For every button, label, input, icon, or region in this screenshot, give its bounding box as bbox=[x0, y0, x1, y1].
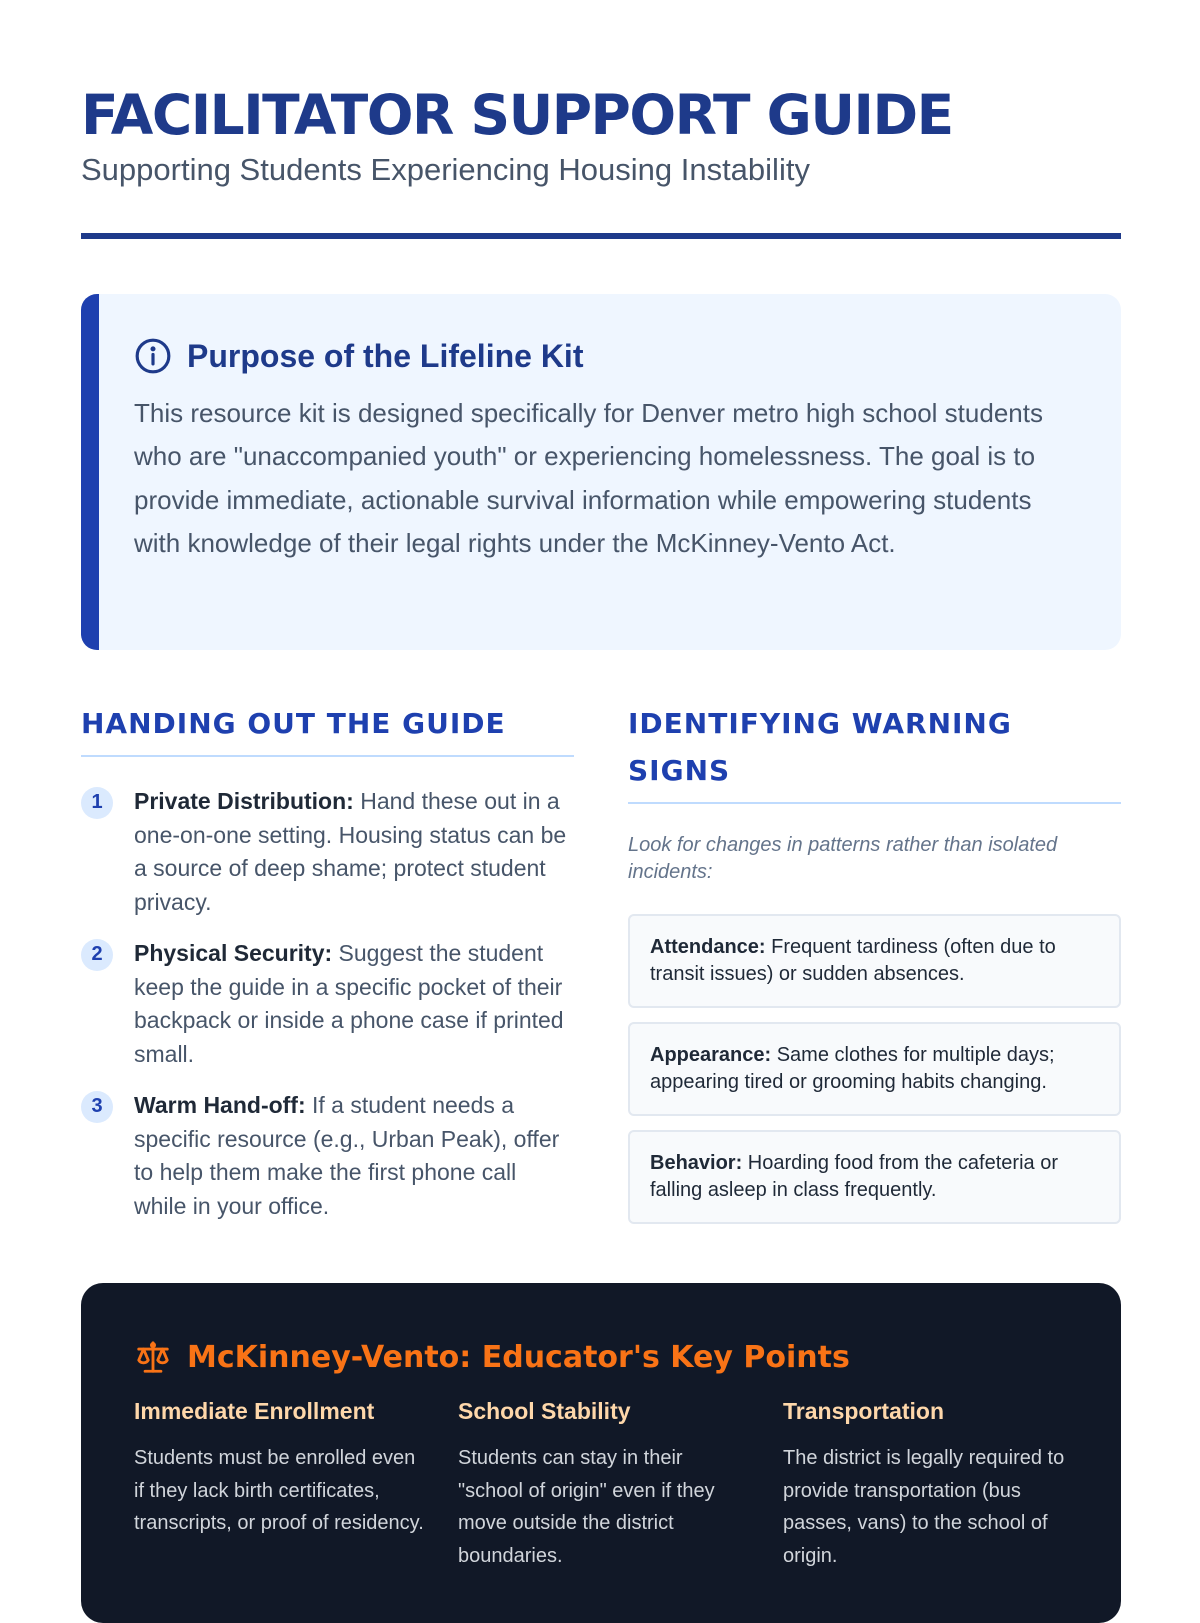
title-divider bbox=[81, 233, 1121, 239]
key-point-text: The district is legally required to provide transportation (bus passes, vans) to the school of origin. bbox=[783, 1447, 1065, 1568]
step-label: Private Distribution: bbox=[134, 788, 354, 814]
step-text: Hand these out in a one-on-one setting. Housing status can be a source of deep shame; protect student privacy. bbox=[134, 788, 567, 915]
sign-label: Appearance: bbox=[650, 1044, 772, 1066]
info-icon bbox=[134, 337, 172, 375]
key-point-text: Students must be enrolled even if they lack birth certificates, transcripts, or proof of residency. bbox=[134, 1447, 424, 1535]
step-text: Suggest the student keep the guide in a specific pocket of their backpack or inside a phone case if printed small. bbox=[134, 940, 564, 1067]
page-subtitle: Supporting Students Experiencing Housing Instability bbox=[81, 152, 810, 187]
warning-sign-card bbox=[628, 1130, 1121, 1224]
step-label: Physical Security: bbox=[134, 940, 333, 966]
list-item bbox=[81, 785, 574, 919]
warning-title: IDENTIFYING WARNING SIGNS bbox=[628, 707, 1012, 787]
warning-note: Look for changes in patterns rather than isolated incidents: bbox=[628, 834, 1058, 883]
handing-title: HANDING OUT THE GUIDE bbox=[81, 707, 506, 740]
key-point-text: Students can stay in their "school of origin" even if they move outside the district boundaries. bbox=[458, 1447, 715, 1568]
key-point-heading: School Stability bbox=[458, 1398, 631, 1424]
steps-list bbox=[81, 785, 574, 1223]
step-number: 3 bbox=[81, 1091, 113, 1123]
warning-sign-card bbox=[628, 914, 1121, 1008]
page-title: FACILITATOR SUPPORT GUIDE bbox=[81, 83, 953, 147]
sign-text: Same clothes for multiple days; appearing tired or grooming habits changing. bbox=[650, 1044, 1055, 1093]
section-divider bbox=[81, 755, 574, 757]
key-point-heading: Transportation bbox=[783, 1398, 945, 1424]
callout-accent-bar bbox=[81, 294, 99, 650]
sign-text: Hoarding food from the cafeteria or falling asleep in class frequently. bbox=[650, 1152, 1058, 1201]
sign-text: Frequent tardiness (often due to transit issues) or sudden absences. bbox=[650, 936, 1056, 985]
purpose-text: This resource kit is designed specifically for Denver metro high school students who are "unaccompanied youth" or experiencing homelessness. The goal is to provide immediate, actionable survival information while empowering students with knowledge of their legal rights under the McKinney-Vento Act. bbox=[134, 398, 1043, 559]
list-item bbox=[81, 1089, 574, 1223]
warning-sign-card bbox=[628, 1022, 1121, 1116]
step-label: Warm Hand-off: bbox=[134, 1092, 306, 1118]
scale-icon bbox=[134, 1338, 172, 1376]
section-divider bbox=[628, 802, 1121, 804]
step-number: 2 bbox=[81, 939, 113, 971]
key-point bbox=[458, 1396, 748, 1573]
purpose-title: Purpose of the Lifeline Kit bbox=[187, 337, 584, 374]
mckinney-vento-panel bbox=[81, 1283, 1121, 1623]
warning-section bbox=[628, 700, 1121, 1224]
purpose-callout bbox=[81, 294, 1121, 650]
sign-label: Attendance: bbox=[650, 936, 766, 958]
mckinney-title: McKinney-Vento: Educator's Key Points bbox=[187, 1339, 850, 1375]
sign-label: Behavior: bbox=[650, 1152, 743, 1174]
key-point-heading: Immediate Enrollment bbox=[134, 1398, 375, 1424]
mckinney-header bbox=[134, 1337, 850, 1377]
step-text: If a student needs a specific resource (e.g., Urban Peak), offer to help them make the first phone call while in your office. bbox=[134, 1092, 560, 1219]
key-point bbox=[134, 1396, 424, 1540]
purpose-header bbox=[134, 336, 583, 376]
list-item bbox=[81, 937, 574, 1071]
handing-section bbox=[81, 700, 574, 1241]
key-point bbox=[783, 1396, 1073, 1573]
step-number: 1 bbox=[81, 787, 113, 819]
